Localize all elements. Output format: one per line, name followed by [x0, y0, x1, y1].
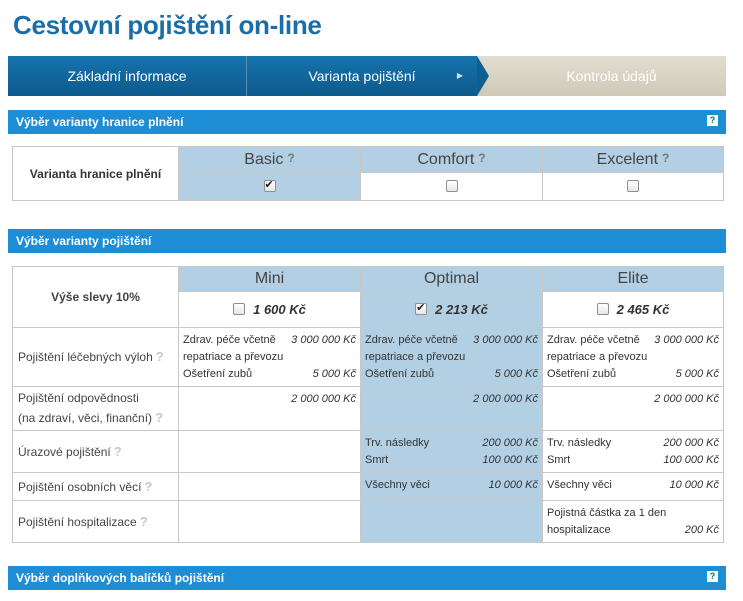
help-icon[interactable]: ? [707, 115, 718, 126]
liability-cell-mini: 2 000 000 Kč [179, 387, 361, 431]
option-header-excelent: Excelent ? [543, 147, 724, 173]
section-title: Výběr varianty pojištění [16, 234, 152, 248]
step-insurance-variant[interactable] [247, 56, 477, 96]
page-title: Cestovní pojištění on-line [13, 10, 322, 40]
option-cell-excelent [543, 173, 724, 201]
help-icon[interactable]: ? [287, 150, 295, 165]
optimal-checkbox[interactable] [415, 303, 427, 315]
discount-label: Výše slevy 10% [13, 267, 179, 328]
price-cell-mini [179, 292, 361, 328]
row-label-accident: Úrazové pojištění ? [13, 431, 179, 473]
help-icon[interactable]: ? [478, 150, 486, 165]
chevron-right-icon: ▶ [456, 71, 463, 80]
liability-cell-elite: 2 000 000 Kč [543, 387, 724, 431]
help-icon[interactable]: ? [144, 478, 153, 494]
price-elite: 2 465 Kč [616, 301, 670, 317]
row-label-belongings: Pojištění osobních věcí ? [13, 473, 179, 501]
hospital-cell-elite: Pojistná částka za 1 den hospitalizace 200 Kč [543, 501, 724, 543]
section-header-additional-packages [8, 566, 726, 590]
help-icon[interactable]: ? [113, 443, 122, 459]
row-label-medical: Pojištění léčebných výloh ? [13, 328, 179, 387]
accident-cell-elite: Trv. následky 200 000 Kč Smrt 100 000 Kč [543, 431, 724, 473]
option-header-basic: Basic ? [179, 147, 361, 173]
medical-cell-elite: Zdrav. péče včetně repatriace a převozu 3 000 000 Kč Ošetření zubů 5 000 Kč [543, 328, 724, 387]
step-label: Kontrola údajů [566, 68, 657, 84]
section-title: Výběr doplňkových balíčků pojištění [16, 571, 225, 585]
belongings-cell-elite: Všechny věci 10 000 Kč [543, 473, 724, 501]
column-header-mini: Mini [179, 267, 361, 292]
elite-checkbox[interactable] [597, 303, 609, 315]
step-label: Základní informace [67, 68, 187, 84]
hospital-cell-mini [179, 501, 361, 543]
step-arrow-icon [477, 56, 489, 96]
help-icon[interactable]: ? [707, 571, 718, 582]
medical-cell-optimal: Zdrav. péče včetně repatriace a převozu 3 000 000 Kč Ošetření zubů 5 000 Kč [361, 328, 543, 387]
help-icon[interactable]: ? [155, 349, 164, 364]
row-label-hospital: Pojištění hospitalizace ? [13, 501, 179, 543]
step-review[interactable] [477, 56, 726, 96]
liability-cell-optimal: 2 000 000 Kč [361, 387, 543, 431]
excelent-checkbox[interactable] [627, 180, 639, 192]
medical-cell-mini: Zdrav. péče včetně repatriace a převozu 3 000 000 Kč Ošetření zubů 5 000 Kč [179, 328, 361, 387]
help-icon[interactable]: ? [662, 150, 670, 165]
mini-checkbox[interactable] [233, 303, 245, 315]
column-header-optimal: Optimal [361, 267, 543, 292]
accident-cell-optimal: Trv. následky 200 000 Kč Smrt 100 000 Kč [361, 431, 543, 473]
price-cell-optimal [361, 292, 543, 328]
section-title: Výběr varianty hranice plnění [16, 115, 184, 129]
step-label: Varianta pojištění [308, 68, 416, 84]
column-header-elite: Elite [543, 267, 724, 292]
section-header-limit-variant [8, 110, 726, 134]
insurance-variant-table [12, 266, 724, 543]
basic-checkbox[interactable] [264, 180, 276, 192]
belongings-cell-mini [179, 473, 361, 501]
row-label: Varianta hranice plnění [13, 147, 179, 201]
price-optimal: 2 213 Kč [435, 301, 488, 317]
price-mini: 1 600 Kč [253, 301, 306, 317]
section-header-insurance-variant [8, 229, 726, 253]
limit-variant-table [12, 146, 724, 201]
option-header-comfort: Comfort ? [361, 147, 543, 173]
step-basic-info[interactable] [8, 56, 247, 96]
help-icon[interactable]: ? [155, 410, 164, 425]
option-cell-basic [179, 173, 361, 201]
comfort-checkbox[interactable] [446, 180, 458, 192]
wizard-steps [8, 56, 726, 96]
belongings-cell-optimal: Všechny věci 10 000 Kč [361, 473, 543, 501]
accident-cell-mini [179, 431, 361, 473]
option-cell-comfort [361, 173, 543, 201]
price-cell-elite [543, 292, 724, 328]
hospital-cell-optimal [361, 501, 543, 543]
help-icon[interactable]: ? [139, 513, 148, 529]
row-label-liability: Pojištění odpovědnosti (na zdraví, věci, finanční) ? [13, 387, 179, 431]
